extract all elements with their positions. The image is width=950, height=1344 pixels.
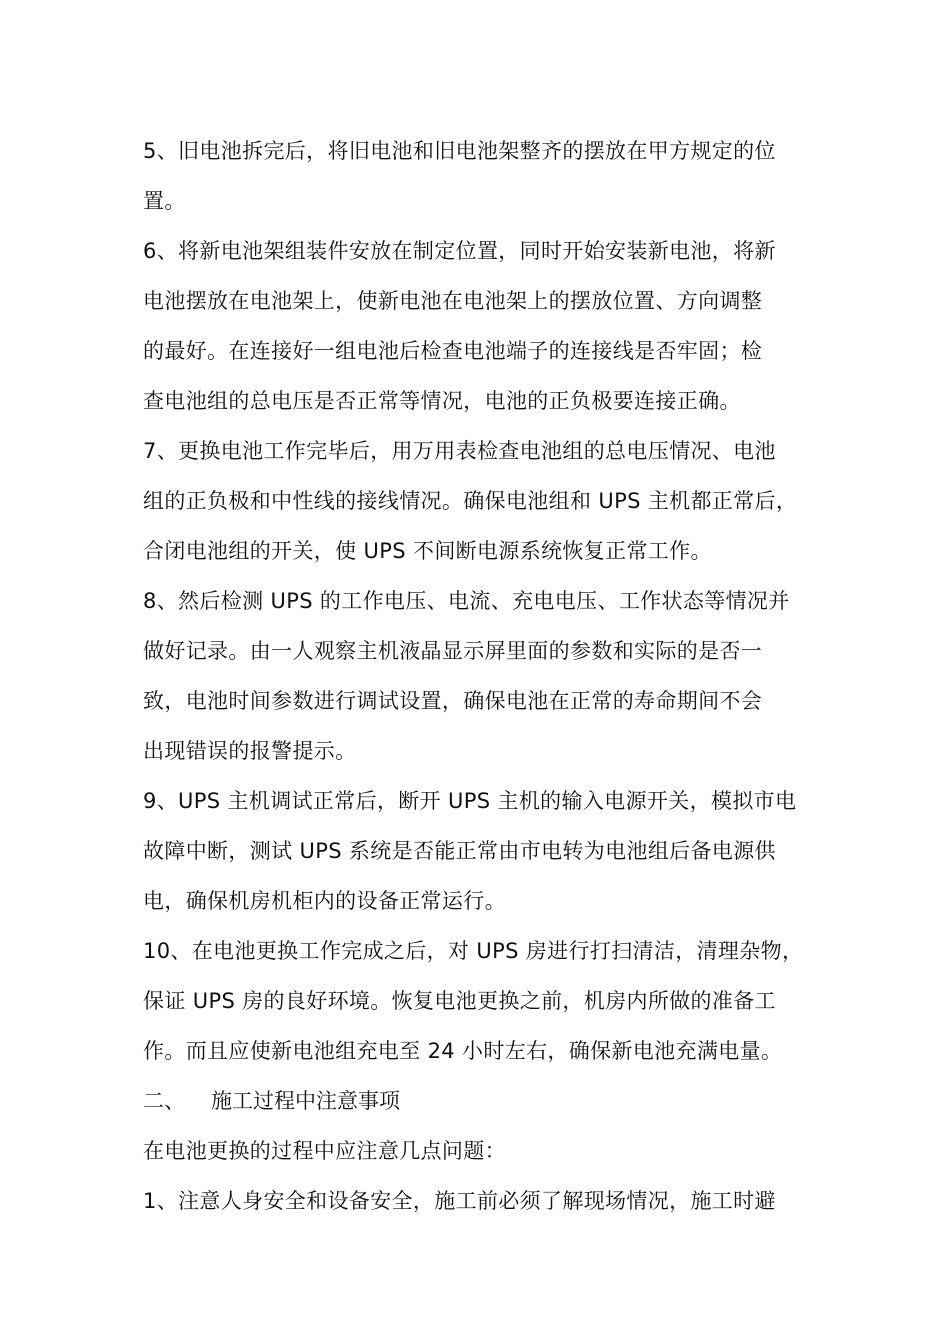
text-line: 出现错误的报警提示。 [143, 739, 357, 763]
text-line: 置。 [143, 189, 186, 213]
text-line: 组的正负极和中性线的接线情况。确保电池组和 UPS 主机都正常后， [143, 489, 798, 513]
text-line: 查电池组的总电压是否正常等情况，电池的正负极要连接正确。 [143, 389, 741, 413]
text-line: 做好记录。由一人观察主机液晶显示屏里面的参数和实际的是否一 [143, 639, 763, 663]
text-line: 7、更换电池工作完毕后，用万用表检查电池组的总电压情况、电池 [143, 439, 776, 463]
text-line: 作。而且应使新电池组充电至 24 小时左右，确保新电池充满电量。 [143, 1039, 783, 1063]
text-line: 5、旧电池拆完后，将旧电池和旧电池架整齐的摆放在甲方规定的位 [143, 139, 776, 163]
section-title: 施工过程中注意事项 [211, 1089, 400, 1113]
text-line: 1、注意人身安全和设备安全，施工前必须了解现场情况，施工时避 [143, 1189, 776, 1213]
text-line: 9、UPS 主机调试正常后，断开 UPS 主机的输入电源开关，模拟市电 [143, 789, 797, 813]
text-line: 合闭电池组的开关，使 UPS 不间断电源系统恢复正常工作。 [143, 539, 712, 563]
text-line: 10、在电池更换工作完成之后，对 UPS 房进行打扫清洁，清理杂物， [143, 939, 804, 963]
text-line: 故障中断，测试 UPS 系统是否能正常由市电转为电池组后备电源供 [143, 839, 776, 863]
text-line: 的最好。在连接好一组电池后检查电池端子的连接线是否牢固；检 [143, 339, 763, 363]
section-number: 二、 [143, 1089, 185, 1113]
text-line: 保证 UPS 房的良好环境。恢复电池更换之前，机房内所做的准备工 [143, 989, 776, 1013]
text-line: 在电池更换的过程中应注意几点问题： [143, 1139, 506, 1163]
text-line: 电，确保机房机柜内的设备正常运行。 [143, 889, 506, 913]
text-line: 6、将新电池架组装件安放在制定位置，同时开始安装新电池，将新 [143, 239, 776, 263]
text-line: 致，电池时间参数进行调试设置，确保电池在正常的寿命期间不会 [143, 689, 763, 713]
text-line: 电池摆放在电池架上，使新电池在电池架上的摆放位置、方向调整 [143, 289, 763, 313]
text-line: 8、然后检测 UPS 的工作电压、电流、充电电压、工作状态等情况并 [143, 589, 790, 613]
section-heading [143, 1086, 823, 1116]
